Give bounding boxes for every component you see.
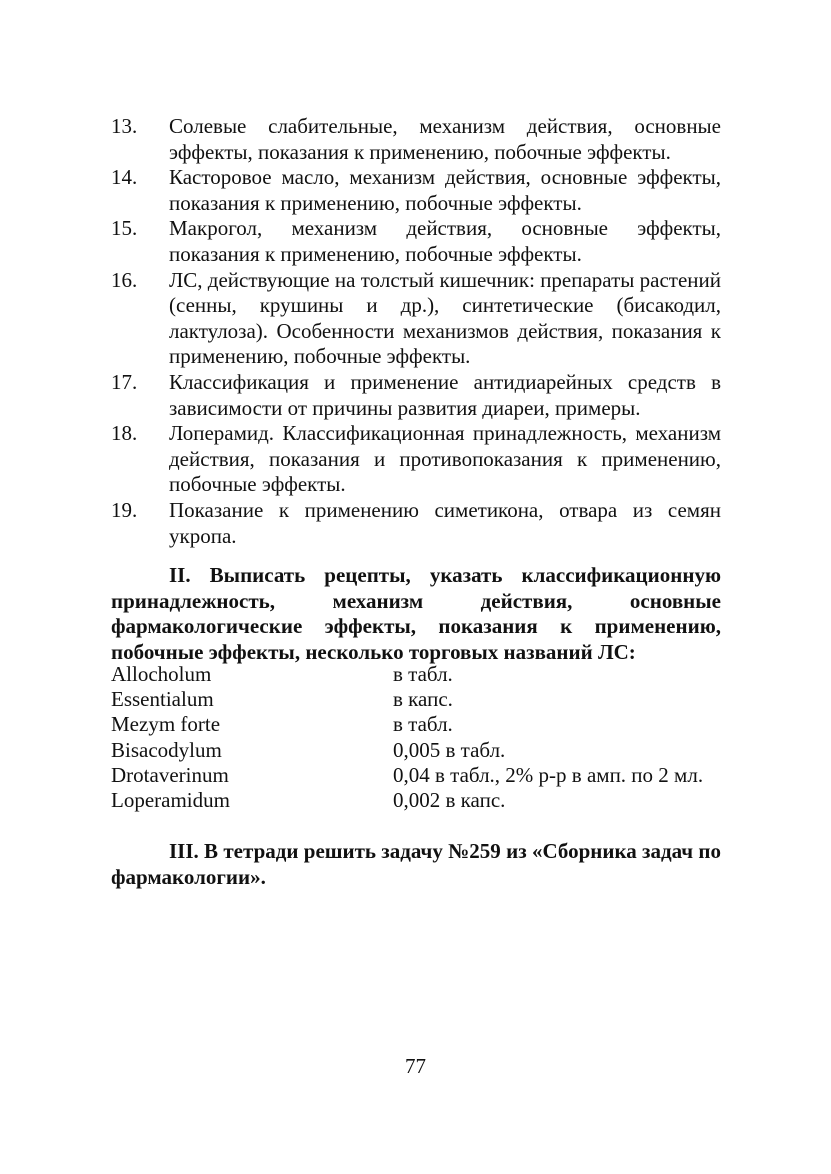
table-row — [111, 662, 731, 687]
question-text: Классификация и применение антидиарейных средств в зависимости от причины развития диареи, примеры. — [169, 369, 721, 420]
question-number: 16. — [111, 267, 138, 292]
page-number: 77 — [405, 1054, 426, 1078]
question-text: ЛС, действующие на толстый кишечник: препараты растений (сенны, крушины и др.), синтетические (бисакодил, лактулоза). Особенности механизмов действия, показания к применению, побочные эффекты. — [169, 267, 721, 369]
table-row — [111, 712, 731, 737]
question-text: Лоперамид. Классификационная принадлежность, механизм действия, показания и противопоказания к применению, побочные эффекты. — [169, 421, 721, 497]
question-item — [111, 165, 721, 216]
prescription-table — [111, 662, 731, 813]
table-row — [111, 788, 731, 813]
question-number: 15. — [111, 216, 138, 241]
drug-form: 0,005 в табл. — [393, 737, 506, 762]
drug-name: Bisacodylum — [111, 737, 222, 762]
question-number: 14. — [111, 165, 138, 190]
question-item — [111, 114, 721, 165]
drug-form: в капс. — [393, 687, 453, 712]
question-item — [111, 216, 721, 267]
drug-name: Essentialum — [111, 687, 214, 712]
question-text: Показание к применению симетикона, отвара из семян укропа. — [169, 497, 721, 548]
question-item — [111, 268, 721, 370]
question-item — [111, 370, 721, 421]
question-text: Солевые слабительные, механизм действия, основные эффекты, показания к применению, побочные эффекты. — [169, 114, 721, 164]
drug-name: Allocholum — [111, 662, 212, 686]
table-row — [111, 738, 731, 763]
drug-name: Drotaverinum — [111, 762, 229, 787]
question-number: 19. — [111, 497, 138, 522]
question-number: 13. — [111, 114, 138, 138]
question-text: Макрогол, механизм действия, основные эффекты, показания к применению, побочные эффекты. — [169, 216, 721, 266]
question-text: Касторовое масло, механизм действия, основные эффекты, показания к применению, побочные эффекты. — [169, 165, 721, 215]
question-item — [111, 421, 721, 498]
drug-name: Mezym forte — [111, 712, 221, 737]
drug-form: 0,002 в капс. — [393, 788, 506, 813]
question-number: 17. — [111, 369, 138, 394]
drug-name: Loperamidum — [111, 788, 230, 813]
drug-form: 0,04 в табл., 2% р-р в амп. по 2 мл. — [393, 762, 704, 787]
section-3-task: III. В тетради решить задачу №259 из «Сборника задач по фармакологии». — [111, 839, 721, 889]
drug-form: в табл. — [393, 662, 453, 686]
question-list — [111, 114, 721, 549]
question-number: 18. — [111, 421, 138, 446]
question-item — [111, 498, 721, 549]
table-row — [111, 763, 731, 788]
drug-form: в табл. — [393, 712, 453, 737]
section-2-heading: II. Выписать рецепты, указать классификационную принадлежность, механизм действия, основные фармакологические эффекты, показания к применению, побочные эффекты, несколько торговых названий ЛС: — [111, 563, 721, 664]
table-row — [111, 687, 731, 712]
